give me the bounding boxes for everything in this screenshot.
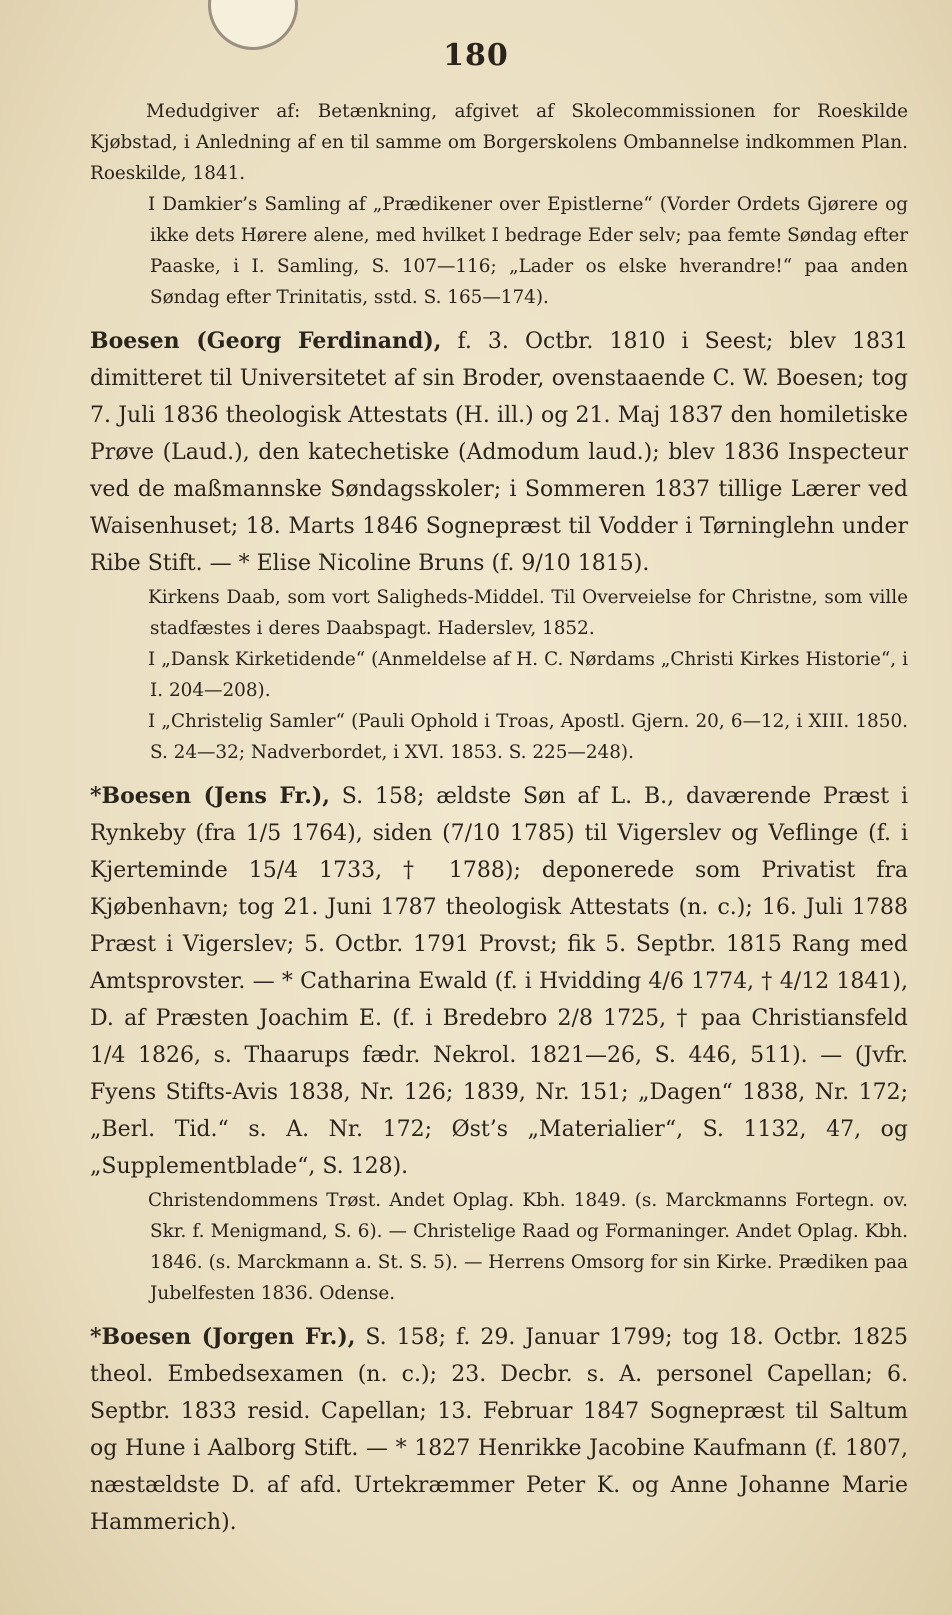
page-number: 180	[443, 38, 509, 73]
entry-body: S. 158; f. 29. Januar 1799; tog 18. Octbr. 1825 theol. Embedsexamen (n. c.); 23. Decbr. s. A. personel Capellan; 6. Septbr. 1833 resid. Capellan; 13. Februar 1847 Sognepræst til Saltum og Hune i Aalborg Stift. — * 1827 Henrikke Jacobine Kaufmann (f. 1807, næstældste D. af afd. Urtekræmmer Peter K. og Anne Johanne Marie Hammerich).	[90, 1325, 908, 1535]
biography-entry	[90, 778, 908, 1185]
page-text	[90, 96, 908, 1541]
bibliography-note: Medudgiver af: Betænkning, afgivet af Skolecommissionen for Roeskilde Kjøbstad, i Anledning af en til samme om Borgerskolens Ombannelse indkommen Plan. Roeskilde, 1841.	[90, 101, 908, 184]
entry-heading: *Boesen (Jorgen Fr.),	[90, 1324, 356, 1350]
entry-body: S. 158; ældste Søn af L. B., daværende Præst i Rynkeby (fra 1/5 1764), siden (7/10 1785) til Vigerslev og Veflinge (f. i Kjerteminde 15/4 1733, † 1788); deponerede som Privatist fra Kjøbenhavn; tog 21. Juni 1787 theologisk Attestats (n. c.); 16. Juli 1788 Præst i Vigerslev; 5. Octbr. 1791 Provst; fik 5. Septbr. 1815 Rang med Amtsprovster. — * Catharina Ewald (f. i Hvidding 4/6 1774, † 4/12 1841), D. af Præsten Joachim E. (f. i Bredebro 2/8 1725, † paa Christiansfeld 1/4 1826, s. Thaarups fædr. Nekrol. 1821—26, S. 446, 511). — (Jvfr. Fyens Stifts-Avis 1838, Nr. 126; 1839, Nr. 151; „Dagen“ 1838, Nr. 172; „Berl. Tid.“ s. A. Nr. 172; Øst’s „Materialier“, S. 1132, 47, og „Supplementblade“, S. 128).	[90, 784, 908, 1179]
entry-body: f. 3. Octbr. 1810 i Seest; blev 1831 dimitteret til Universitetet af sin Broder, ovenstaaende C. W. Boesen; tog 7. Juli 1836 theologisk Attestats (H. ill.) og 21. Maj 1837 den homiletiske Prøve (Laud.), den katechetiske (Admodum laud.); blev 1836 Inspecteur ved de maßmannske Søndagsskoler; i Sommeren 1837 tillige Lærer ved Waisenhuset; 18. Marts 1846 Sognepræst til Vodder i Tørninglehn under Ribe Stift. — * Elise Nicoline Bruns (f. 9/10 1815).	[90, 329, 908, 576]
biography-entry	[90, 1319, 908, 1541]
bibliography-note: I Damkier’s Samling af „Prædikener over Epistlerne“ (Vorder Ordets Gjørere og ikke dets Hørere alene, med hvilket I bedrage Eder selv; paa femte Søndag efter Paaske, i I. Samling, S. 107—116; „Lader os elske hverandre!“ paa anden Søndag efter Trinitatis, sstd. S. 165—174).	[148, 194, 908, 308]
biography-entry	[90, 323, 908, 582]
bibliography-note: Kirkens Daab, som vort Saligheds-Middel. Til Overveielse for Christne, som ville stadfæstes i deres Daabspagt. Haderslev, 1852.	[148, 587, 908, 639]
bibliography-note: Christendommens Trøst. Andet Oplag. Kbh. 1849. (s. Marckmanns Fortegn. ov. Skr. f. Menigmand, S. 6). — Christelige Raad og Formaninger. Andet Oplag. Kbh. 1846. (s. Marckmann a. St. S. 5). — Herrens Omsorg for sin Kirke. Prædiken paa Jubelfesten 1836. Odense.	[148, 1190, 908, 1304]
bibliography-note: I „Christelig Samler“ (Pauli Ophold i Troas, Apostl. Gjern. 20, 6—12, i XIII. 1850. S. 24—32; Nadverbordet, i XVI. 1853. S. 225—248).	[148, 711, 908, 763]
entry-heading: Boesen (Georg Ferdinand),	[90, 328, 442, 354]
bibliography-note: I „Dansk Kirketidende“ (Anmeldelse af H. C. Nørdams „Christi Kirkes Historie“, i I. 204—208).	[148, 649, 908, 701]
entry-heading: *Boesen (Jens Fr.),	[90, 783, 330, 809]
